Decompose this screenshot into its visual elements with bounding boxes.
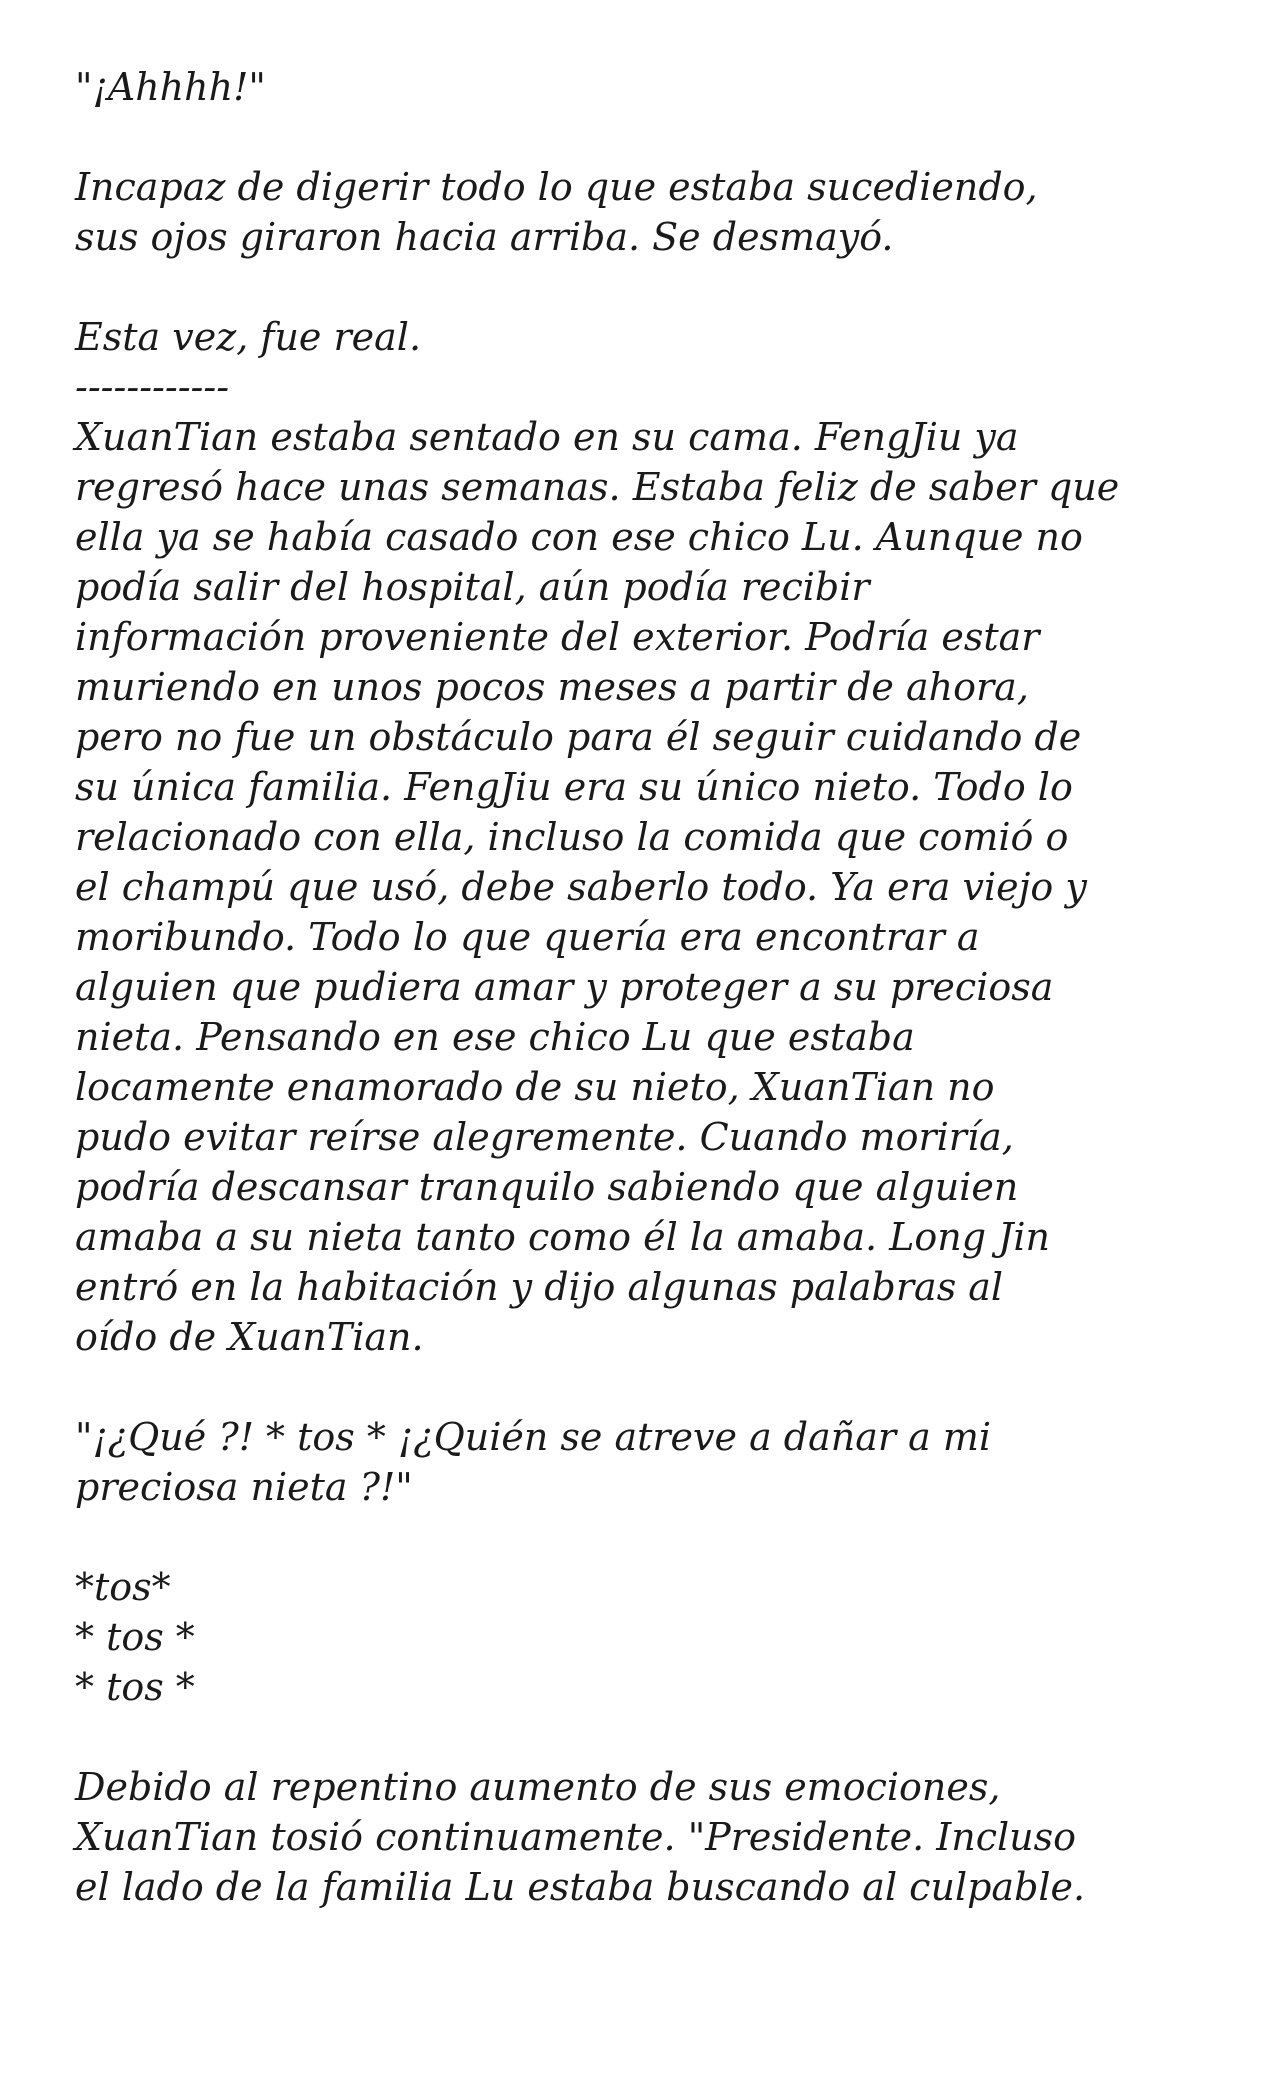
text-line: regresó hace unas semanas. Estaba feliz de saber que (75, 465, 1120, 509)
text-line: locamente enamorado de su nieto, XuanTian no (75, 1065, 995, 1109)
paragraph (75, 1762, 1225, 1912)
text-line: ella ya se había casado con ese chico Lu. Aunque no (75, 515, 1083, 559)
text-line: ------------ (75, 365, 230, 409)
paragraph-gap (75, 1362, 1225, 1412)
text-line: alguien que pudiera amar y proteger a su preciosa (75, 965, 1054, 1009)
text-line: moribundo. Todo lo que quería era encontrar a (75, 915, 980, 959)
text-line: relacionado con ella, incluso la comida que comió o (75, 815, 1069, 859)
paragraph-gap (75, 112, 1225, 162)
text-line: podría descansar tranquilo sabiendo que alguien (75, 1165, 1019, 1209)
text-line: amaba a su nieta tanto como él la amaba. Long Jin (75, 1215, 1051, 1259)
text-line: podía salir del hospital, aún podía recibir (75, 565, 870, 609)
paragraph-gap (75, 262, 1225, 312)
text-line: *tos* (75, 1565, 171, 1609)
paragraph (75, 1562, 1225, 1712)
text-line: pero no fue un obstáculo para él seguir cuidando de (75, 715, 1082, 759)
text-line: Esta vez, fue real. (75, 315, 422, 359)
text-line: oído de XuanTian. (75, 1315, 424, 1359)
text-line: XuanTian tosió continuamente. "Presidente. Incluso (75, 1815, 1077, 1859)
text-line: pudo evitar reírse alegremente. Cuando moriría, (75, 1115, 1014, 1159)
text-line: entró en la habitación y dijo algunas palabras al (75, 1265, 1004, 1309)
document-page (75, 62, 1225, 1912)
text-line: "¡¿Qué ?! * tos * ¡¿Quién se atreve a dañar a mi (75, 1415, 992, 1459)
paragraph (75, 1412, 1225, 1512)
text-line: * tos * (75, 1615, 195, 1659)
text-line: XuanTian estaba sentado en su cama. FengJiu ya (75, 415, 1019, 459)
paragraph-gap (75, 1712, 1225, 1762)
paragraph (75, 62, 1225, 112)
text-line: Debido al repentino aumento de sus emociones, (75, 1765, 1001, 1809)
text-line: "¡Ahhhh!" (75, 65, 266, 109)
text-line: el champú que usó, debe saberlo todo. Ya era viejo y (75, 865, 1087, 909)
paragraph-gap (75, 1512, 1225, 1562)
text-line: * tos * (75, 1665, 195, 1709)
paragraph (75, 162, 1225, 262)
text-line: el lado de la familia Lu estaba buscando al culpable. (75, 1865, 1086, 1909)
text-line: nieta. Pensando en ese chico Lu que estaba (75, 1015, 915, 1059)
text-line: Incapaz de digerir todo lo que estaba sucediendo, (75, 165, 1038, 209)
text-line: su única familia. FengJiu era su único nieto. Todo lo (75, 765, 1073, 809)
text-line: muriendo en unos pocos meses a partir de ahora, (75, 665, 1029, 709)
text-line: información proveniente del exterior. Podría estar (75, 615, 1040, 659)
text-line: preciosa nieta ?!" (75, 1465, 413, 1509)
text-line: sus ojos giraron hacia arriba. Se desmayó. (75, 215, 894, 259)
paragraph (75, 312, 1225, 1362)
